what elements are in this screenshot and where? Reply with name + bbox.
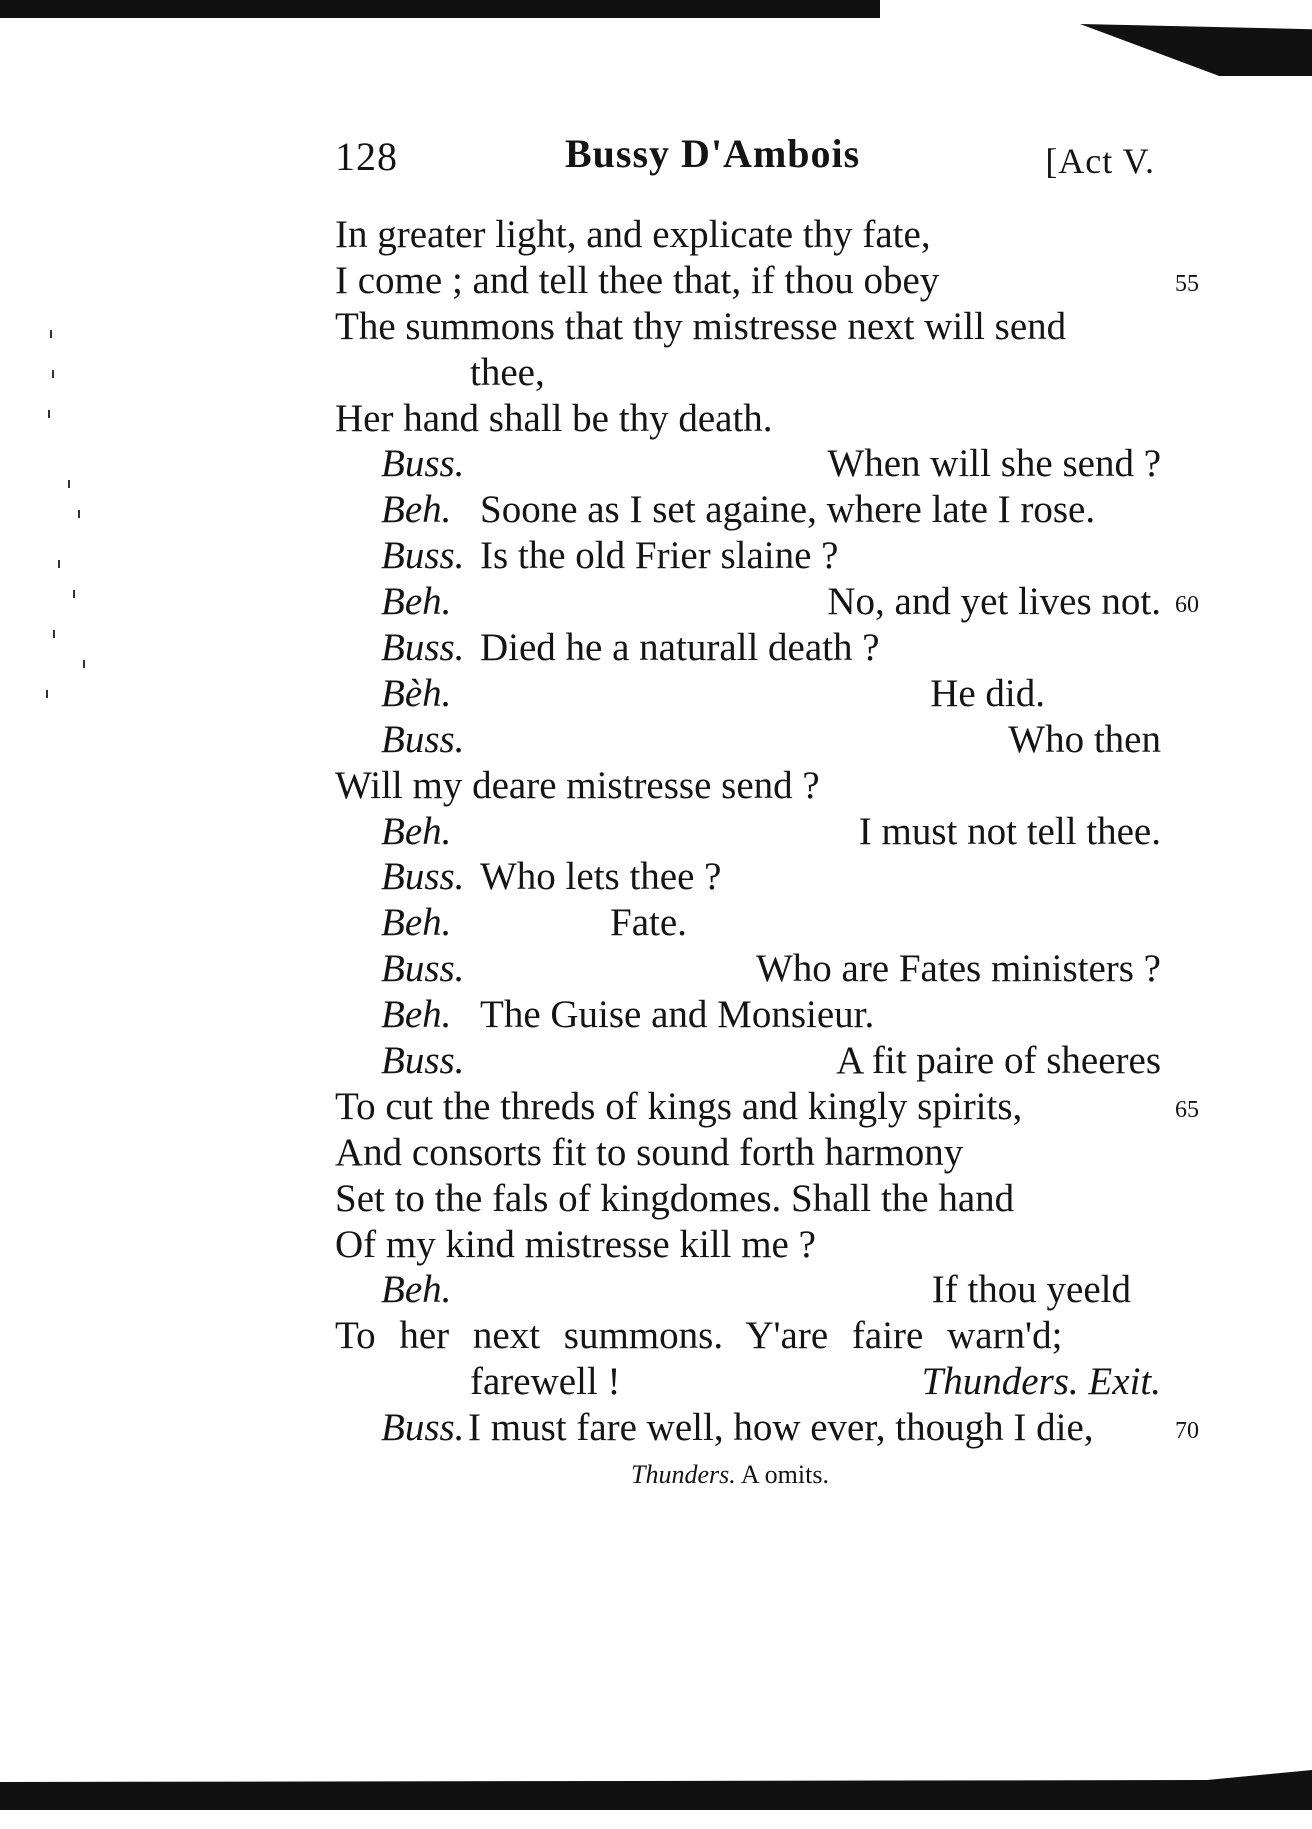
verse-line	[335, 854, 1165, 900]
line-text: And consorts fit to sound forth harmony	[335, 1130, 964, 1174]
line-text: Soone as I set againe, where late I rose.	[480, 488, 1096, 532]
verse-line	[335, 533, 1165, 579]
footnote-note: A omits.	[740, 1460, 829, 1489]
line-text: Fate.	[610, 901, 687, 945]
line-number: 70	[1175, 1418, 1199, 1445]
speaker-name: Buss.	[381, 442, 465, 486]
line-number: 55	[1175, 270, 1199, 297]
line-text: thee,	[470, 350, 545, 394]
running-title: Bussy D'Ambois	[565, 131, 861, 176]
line-text: farewell !	[470, 1360, 621, 1404]
verse-line	[335, 1267, 1165, 1313]
speaker-name: Bèh.	[381, 671, 452, 715]
verse-line	[335, 441, 1165, 487]
speaker-name: Beh.	[381, 488, 452, 532]
verse-line	[335, 1359, 1165, 1405]
verse-line	[335, 1130, 1165, 1176]
line-number: 60	[1175, 592, 1199, 619]
line-text: He did.	[930, 671, 1045, 715]
speaker-name: Buss.	[381, 1039, 465, 1083]
top-right-corner-shadow	[1080, 24, 1312, 76]
verse-line	[335, 487, 1165, 533]
margin-specks	[38, 330, 108, 700]
line-text: Of my kind mistresse kill me ?	[335, 1222, 816, 1266]
verse-line	[335, 1222, 1165, 1268]
footnote	[335, 1460, 1125, 1490]
line-text: To cut the threds of kings and kingly spirits,	[335, 1084, 1023, 1128]
line-number: 65	[1175, 1096, 1199, 1123]
speaker-name: Buss.	[381, 855, 465, 899]
line-text: To her next summons. Y'are faire warn'd;	[335, 1314, 1063, 1358]
speaker-name: Buss.	[381, 1406, 465, 1450]
verse-line	[335, 396, 1165, 442]
act-label: [Act V.	[1045, 141, 1155, 181]
verse-line	[335, 946, 1165, 992]
verse-line	[335, 671, 1165, 717]
line-text: If thou yeeld	[931, 1268, 1131, 1312]
verse-line	[335, 1313, 1165, 1359]
line-text: In greater light, and explicate thy fate,	[335, 213, 931, 256]
verse-line	[335, 809, 1165, 855]
line-text: I must fare well, how ever, though I die,	[468, 1406, 1094, 1450]
verse-line	[335, 1405, 1199, 1451]
stage-direction: Thunders. Exit.	[921, 1360, 1161, 1404]
line-text: Her hand shall be thy death.	[335, 396, 773, 440]
line-text: Who lets thee ?	[480, 855, 722, 899]
line-text: A fit paire of sheeres	[836, 1039, 1161, 1083]
speaker-name: Buss.	[381, 947, 465, 991]
speaker-name: Beh.	[381, 580, 452, 624]
verse-line	[335, 258, 1199, 304]
verse-text	[335, 212, 1199, 1451]
line-text: Will my deare mistresse send ?	[335, 763, 820, 807]
verse-line	[335, 900, 1165, 946]
verse-line	[335, 717, 1165, 763]
bottom-edge-shadow	[0, 1770, 1312, 1810]
speaker-name: Beh.	[381, 1268, 452, 1312]
verse-line	[335, 304, 1165, 350]
speaker-name: Beh.	[381, 809, 452, 853]
verse-line	[335, 212, 1165, 258]
speaker-name: Beh.	[381, 901, 452, 945]
speaker-name: Buss.	[381, 626, 465, 670]
page-number: 128	[335, 134, 398, 179]
verse-line	[335, 1084, 1199, 1130]
line-text: The summons that thy mistresse next will send	[335, 304, 1067, 348]
speaker-name: Beh.	[381, 993, 452, 1037]
line-text: When will she send ?	[827, 442, 1161, 486]
line-text: Who then	[1008, 717, 1161, 761]
verse-line	[335, 1176, 1165, 1222]
verse-line	[335, 992, 1165, 1038]
line-text: I must not tell thee.	[858, 809, 1161, 853]
speaker-name: Buss.	[381, 717, 465, 761]
verse-line	[335, 350, 1165, 396]
footnote-lemma: Thunders.	[631, 1460, 736, 1489]
verse-line	[335, 1038, 1165, 1084]
page-header	[335, 128, 1165, 188]
line-text: The Guise and Monsieur.	[480, 993, 875, 1037]
top-edge-shadow	[0, 0, 880, 18]
verse-line	[335, 625, 1165, 671]
line-text: Who are Fates ministers ?	[755, 947, 1161, 991]
line-text: Died he a naturall death ?	[480, 626, 880, 670]
speaker-name: Buss.	[381, 534, 465, 578]
line-text: Set to the fals of kingdomes. Shall the hand	[335, 1176, 1015, 1220]
line-text: Is the old Frier slaine ?	[480, 534, 839, 578]
line-text: No, and yet lives not.	[827, 580, 1161, 624]
verse-line	[335, 763, 1165, 809]
line-text: I come ; and tell thee that, if thou obey	[335, 258, 940, 302]
verse-line	[335, 579, 1199, 625]
